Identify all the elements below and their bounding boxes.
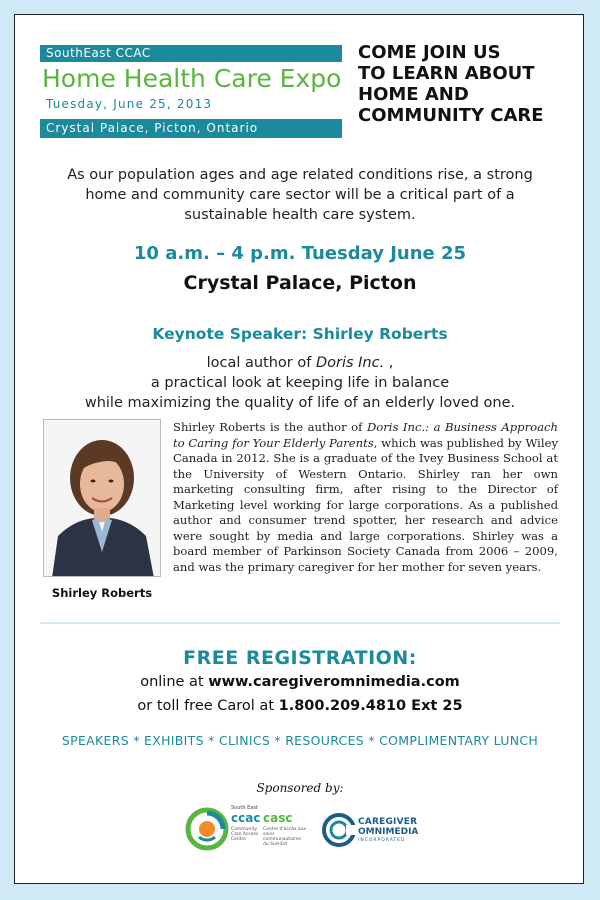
omnimedia-text: OMNIMEDIA bbox=[358, 827, 419, 837]
registration-phone bbox=[15, 698, 585, 714]
amenities-list: SPEAKERS * EXHIBITS * CLINICS * RESOURCES * COMPLIMENTARY LUNCH bbox=[61, 733, 539, 748]
caregiver-omnimedia-logo bbox=[322, 811, 432, 851]
online-prefix: online at bbox=[140, 674, 209, 690]
call-to-action bbox=[358, 42, 578, 126]
caregiver-text: CAREGIVER bbox=[358, 817, 418, 827]
ccac-region: South East bbox=[231, 805, 258, 811]
flyer-page bbox=[14, 14, 584, 884]
toll-prefix: or toll free Carol at bbox=[137, 698, 279, 714]
keynote-description bbox=[35, 353, 565, 413]
ccac-logo bbox=[185, 803, 315, 853]
registration-heading: FREE REGISTRATION: bbox=[183, 647, 417, 669]
event-date: Tuesday, June 25, 2013 bbox=[46, 97, 213, 111]
organizer-label: SouthEast CCAC bbox=[40, 45, 342, 62]
incorporated-text: INCORPORATED bbox=[358, 838, 406, 843]
keynote-line1-suffix: , bbox=[384, 355, 394, 371]
keynote-line1-prefix: local author of bbox=[206, 355, 316, 371]
event-place: Crystal Palace, Picton bbox=[183, 272, 417, 294]
ccac-name: ccac bbox=[231, 811, 261, 825]
event-header-block bbox=[40, 45, 342, 140]
registration-online bbox=[15, 674, 585, 690]
cta-line: TO LEARN ABOUT bbox=[358, 63, 535, 84]
ccac-swirl-icon bbox=[185, 807, 229, 851]
cta-line: COME JOIN US bbox=[358, 42, 501, 63]
book-title: Doris Inc. bbox=[315, 355, 385, 371]
speaker-photo-caption: Shirley Roberts bbox=[51, 586, 153, 600]
cta-line: HOME AND bbox=[358, 84, 469, 105]
event-location: Crystal Palace, Picton, Ontario bbox=[40, 119, 342, 138]
registration-url-link[interactable]: www.caregiveromnimedia.com bbox=[208, 674, 460, 690]
event-title: Home Health Care Expo bbox=[42, 64, 342, 93]
cta-line: COMMUNITY CARE bbox=[358, 105, 544, 126]
sponsored-by-label: Sponsored by: bbox=[256, 781, 344, 795]
event-time: 10 a.m. – 4 p.m. Tuesday June 25 bbox=[133, 243, 467, 264]
keynote-line-1 bbox=[35, 353, 565, 373]
casc-subtitle: Centre d'accès aux soins communautaires du Sud-Est bbox=[263, 827, 307, 847]
speaker-bio bbox=[173, 420, 558, 575]
casc-name: casc bbox=[263, 811, 293, 825]
keynote-heading: Keynote Speaker: Shirley Roberts bbox=[152, 325, 448, 343]
toll-free-number: 1.800.209.4810 Ext 25 bbox=[278, 698, 463, 714]
speaker-portrait-icon bbox=[44, 420, 161, 577]
keynote-line-2: a practical look at keeping life in balance bbox=[150, 375, 450, 391]
speaker-photo bbox=[43, 419, 161, 577]
bio-text-cont: , which was published by Wiley Canada in 2012. She is a graduate of the Ivey Business School at the University of Western Ontario. Shirley ran her own marketing consulting firm, after rising to the Director of Marketing level working for large corporations. As a published author and consumer trend spotter, her research and advice were sought by media and large corporations. Shirley was a board member of Parkinson Society Canada from 2006 – 2009, and was the primary caregiver for her mother for seven years. bbox=[173, 435, 558, 574]
bio-book-title: Doris Inc.: a Business Approach to Caring for Your Elderly Parents bbox=[173, 420, 558, 450]
ccac-subtitle: Community Care Access Centre bbox=[231, 827, 259, 842]
section-divider bbox=[40, 622, 560, 624]
intro-paragraph: As our population ages and age related conditions rise, a strong home and community care sector will be a critical part of a sustainable health care system. bbox=[67, 167, 533, 223]
bio-text: Shirley Roberts is the author of bbox=[173, 420, 367, 434]
caregiver-c-icon bbox=[322, 813, 356, 847]
keynote-line-3: while maximizing the quality of life of an elderly loved one. bbox=[84, 395, 516, 411]
